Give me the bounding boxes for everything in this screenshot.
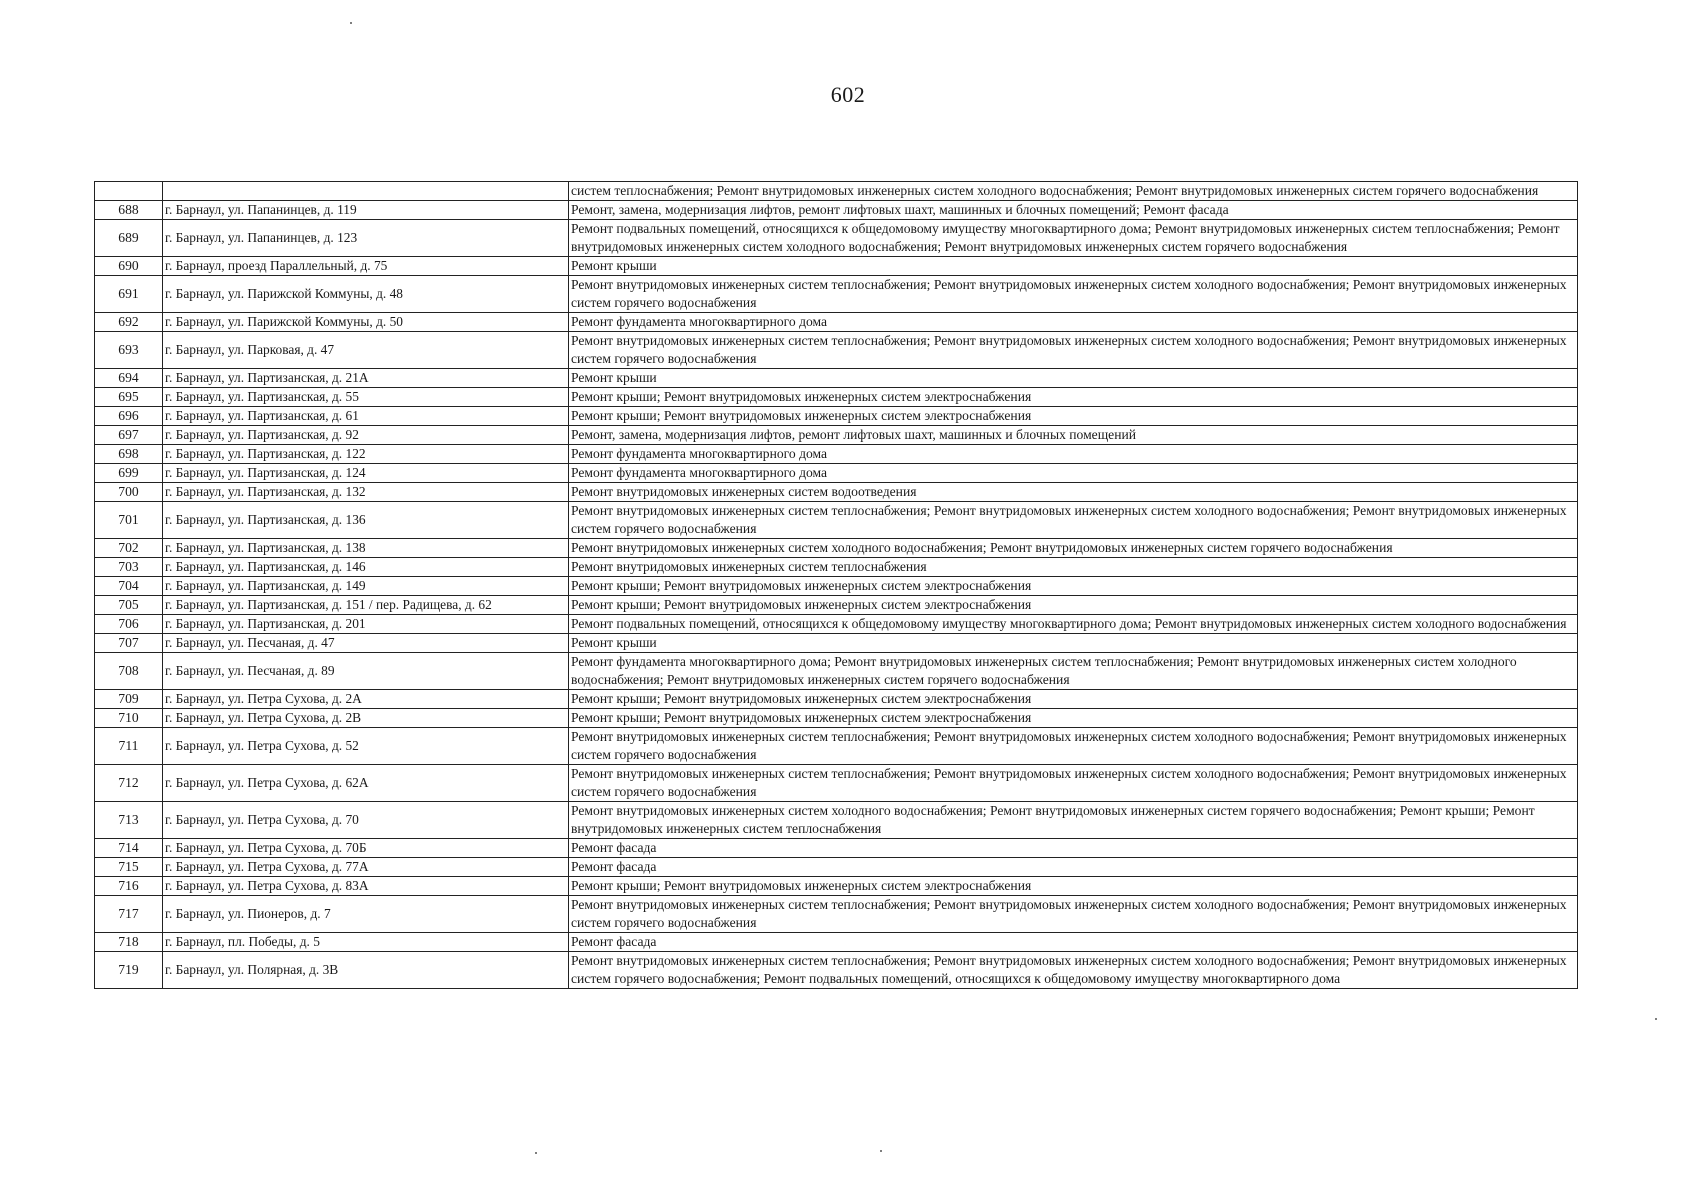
row-number: 711 xyxy=(95,728,163,765)
table-row xyxy=(95,388,1578,407)
row-address: г. Барнаул, ул. Папанинцев, д. 119 xyxy=(163,201,569,220)
row-works: Ремонт крыши; Ремонт внутридомовых инженерных систем электроснабжения xyxy=(569,407,1578,426)
table-row xyxy=(95,313,1578,332)
row-address: г. Барнаул, ул. Партизанская, д. 146 xyxy=(163,558,569,577)
row-number: 689 xyxy=(95,220,163,257)
row-number: 707 xyxy=(95,634,163,653)
row-address: г. Барнаул, ул. Партизанская, д. 136 xyxy=(163,502,569,539)
table-row xyxy=(95,653,1578,690)
table-row xyxy=(95,426,1578,445)
row-number: 719 xyxy=(95,952,163,989)
row-address: г. Барнаул, ул. Партизанская, д. 149 xyxy=(163,577,569,596)
repair-registry-table xyxy=(94,181,1578,989)
row-number: 703 xyxy=(95,558,163,577)
row-address: г. Барнаул, ул. Полярная, д. 3В xyxy=(163,952,569,989)
row-address: г. Барнаул, ул. Парковая, д. 47 xyxy=(163,332,569,369)
row-works: Ремонт фундамента многоквартирного дома xyxy=(569,445,1578,464)
row-number: 710 xyxy=(95,709,163,728)
row-works: Ремонт внутридомовых инженерных систем теплоснабжения; Ремонт внутридомовых инженерных систем холодного водоснабжения; Ремонт внутридомовых инженерных систем горячего водоснабжения xyxy=(569,276,1578,313)
row-address: г. Барнаул, ул. Петра Сухова, д. 77А xyxy=(163,858,569,877)
row-works: Ремонт крыши; Ремонт внутридомовых инженерных систем электроснабжения xyxy=(569,388,1578,407)
row-works: Ремонт фундамента многоквартирного дома; Ремонт внутридомовых инженерных систем теплоснабжения; Ремонт внутридомовых инженерных систем холодного водоснабжения; Ремонт внутридомовых инженерных систем горячего водоснабжения xyxy=(569,653,1578,690)
row-address: г. Барнаул, ул. Песчаная, д. 89 xyxy=(163,653,569,690)
row-address: г. Барнаул, ул. Партизанская, д. 21А xyxy=(163,369,569,388)
row-number: 693 xyxy=(95,332,163,369)
row-works: систем теплоснабжения; Ремонт внутридомовых инженерных систем холодного водоснабжения; Ремонт внутридомовых инженерных систем горячего водоснабжения xyxy=(569,182,1578,201)
row-works: Ремонт фундамента многоквартирного дома xyxy=(569,313,1578,332)
row-works: Ремонт фасада xyxy=(569,933,1578,952)
row-number: 704 xyxy=(95,577,163,596)
row-address xyxy=(163,182,569,201)
table-row xyxy=(95,558,1578,577)
table-row xyxy=(95,709,1578,728)
table-row xyxy=(95,276,1578,313)
row-number: 714 xyxy=(95,839,163,858)
row-works: Ремонт внутридомовых инженерных систем теплоснабжения; Ремонт внутридомовых инженерных систем холодного водоснабжения; Ремонт внутридомовых инженерных систем горячего водоснабжения xyxy=(569,765,1578,802)
scan-speck xyxy=(880,1150,882,1152)
row-works: Ремонт фасада xyxy=(569,839,1578,858)
row-address: г. Барнаул, ул. Партизанская, д. 201 xyxy=(163,615,569,634)
row-number: 709 xyxy=(95,690,163,709)
row-works: Ремонт крыши; Ремонт внутридомовых инженерных систем электроснабжения xyxy=(569,596,1578,615)
table-row xyxy=(95,839,1578,858)
row-number xyxy=(95,182,163,201)
row-number: 716 xyxy=(95,877,163,896)
row-address: г. Барнаул, ул. Партизанская, д. 151 / пер. Радищева, д. 62 xyxy=(163,596,569,615)
table-row xyxy=(95,952,1578,989)
row-works: Ремонт внутридомовых инженерных систем теплоснабжения; Ремонт внутридомовых инженерных систем холодного водоснабжения; Ремонт внутридомовых инженерных систем горячего водоснабжения xyxy=(569,332,1578,369)
row-address: г. Барнаул, ул. Парижской Коммуны, д. 48 xyxy=(163,276,569,313)
table-row xyxy=(95,539,1578,558)
row-address: г. Барнаул, пл. Победы, д. 5 xyxy=(163,933,569,952)
table-row xyxy=(95,464,1578,483)
row-number: 717 xyxy=(95,896,163,933)
table-row xyxy=(95,369,1578,388)
row-number: 700 xyxy=(95,483,163,502)
row-works: Ремонт внутридомовых инженерных систем теплоснабжения; Ремонт внутридомовых инженерных систем холодного водоснабжения; Ремонт внутридомовых инженерных систем горячего водоснабжения xyxy=(569,502,1578,539)
scan-speck xyxy=(1655,1018,1657,1020)
row-address: г. Барнаул, ул. Партизанская, д. 55 xyxy=(163,388,569,407)
table-row xyxy=(95,596,1578,615)
table-row xyxy=(95,445,1578,464)
row-works: Ремонт внутридомовых инженерных систем холодного водоснабжения; Ремонт внутридомовых инженерных систем горячего водоснабжения xyxy=(569,539,1578,558)
row-number: 702 xyxy=(95,539,163,558)
row-works: Ремонт внутридомовых инженерных систем теплоснабжения; Ремонт внутридомовых инженерных систем холодного водоснабжения; Ремонт внутридомовых инженерных систем горячего водоснабжения xyxy=(569,728,1578,765)
table-row xyxy=(95,182,1578,201)
table-row xyxy=(95,896,1578,933)
row-address: г. Барнаул, ул. Песчаная, д. 47 xyxy=(163,634,569,653)
row-address: г. Барнаул, ул. Партизанская, д. 138 xyxy=(163,539,569,558)
row-works: Ремонт фасада xyxy=(569,858,1578,877)
table-row xyxy=(95,407,1578,426)
row-number: 713 xyxy=(95,802,163,839)
row-number: 688 xyxy=(95,201,163,220)
table-row xyxy=(95,201,1578,220)
row-works: Ремонт внутридомовых инженерных систем теплоснабжения xyxy=(569,558,1578,577)
table-row xyxy=(95,257,1578,276)
row-number: 715 xyxy=(95,858,163,877)
row-address: г. Барнаул, ул. Петра Сухова, д. 52 xyxy=(163,728,569,765)
table-row xyxy=(95,502,1578,539)
row-address: г. Барнаул, проезд Параллельный, д. 75 xyxy=(163,257,569,276)
row-works: Ремонт крыши xyxy=(569,369,1578,388)
row-works: Ремонт внутридомовых инженерных систем теплоснабжения; Ремонт внутридомовых инженерных систем холодного водоснабжения; Ремонт внутридомовых инженерных систем горячего водоснабжения; Ремонт подвальных помещений, относящихся к общедомовому имуществу многоквартирного дома xyxy=(569,952,1578,989)
row-number: 692 xyxy=(95,313,163,332)
row-address: г. Барнаул, ул. Партизанская, д. 132 xyxy=(163,483,569,502)
table-row xyxy=(95,728,1578,765)
row-address: г. Барнаул, ул. Партизанская, д. 92 xyxy=(163,426,569,445)
row-address: г. Барнаул, ул. Петра Сухова, д. 62А xyxy=(163,765,569,802)
row-number: 706 xyxy=(95,615,163,634)
row-number: 701 xyxy=(95,502,163,539)
row-works: Ремонт подвальных помещений, относящихся к общедомовому имуществу многоквартирного дома; Ремонт внутридомовых инженерных систем теплоснабжения; Ремонт внутридомовых инженерных систем холодного водоснабжения; Ремонт внутридомовых инженерных систем горячего водоснабжения xyxy=(569,220,1578,257)
row-number: 690 xyxy=(95,257,163,276)
row-address: г. Барнаул, ул. Партизанская, д. 124 xyxy=(163,464,569,483)
row-works: Ремонт крыши xyxy=(569,634,1578,653)
table-row xyxy=(95,877,1578,896)
table-row xyxy=(95,765,1578,802)
row-number: 696 xyxy=(95,407,163,426)
row-number: 705 xyxy=(95,596,163,615)
row-address: г. Барнаул, ул. Партизанская, д. 61 xyxy=(163,407,569,426)
row-works: Ремонт крыши; Ремонт внутридомовых инженерных систем электроснабжения xyxy=(569,690,1578,709)
scan-speck xyxy=(350,22,352,24)
row-address: г. Барнаул, ул. Пионеров, д. 7 xyxy=(163,896,569,933)
table-row xyxy=(95,220,1578,257)
row-works: Ремонт крыши; Ремонт внутридомовых инженерных систем электроснабжения xyxy=(569,877,1578,896)
row-number: 699 xyxy=(95,464,163,483)
table-row xyxy=(95,634,1578,653)
row-number: 708 xyxy=(95,653,163,690)
row-address: г. Барнаул, ул. Партизанская, д. 122 xyxy=(163,445,569,464)
row-works: Ремонт крыши; Ремонт внутридомовых инженерных систем электроснабжения xyxy=(569,709,1578,728)
row-works: Ремонт подвальных помещений, относящихся к общедомовому имуществу многоквартирного дома; Ремонт внутридомовых инженерных систем холодного водоснабжения xyxy=(569,615,1578,634)
row-works: Ремонт внутридомовых инженерных систем водоотведения xyxy=(569,483,1578,502)
row-works: Ремонт, замена, модернизация лифтов, ремонт лифтовых шахт, машинных и блочных помещений xyxy=(569,426,1578,445)
row-works: Ремонт крыши; Ремонт внутридомовых инженерных систем электроснабжения xyxy=(569,577,1578,596)
row-address: г. Барнаул, ул. Петра Сухова, д. 2А xyxy=(163,690,569,709)
table-row xyxy=(95,858,1578,877)
page-number: 602 xyxy=(830,82,866,107)
registry-rows xyxy=(95,182,1578,989)
table-row xyxy=(95,615,1578,634)
row-number: 712 xyxy=(95,765,163,802)
row-number: 691 xyxy=(95,276,163,313)
scan-speck xyxy=(535,1152,537,1154)
row-number: 698 xyxy=(95,445,163,464)
table-row xyxy=(95,802,1578,839)
row-number: 697 xyxy=(95,426,163,445)
row-number: 694 xyxy=(95,369,163,388)
table-row xyxy=(95,933,1578,952)
row-address: г. Барнаул, ул. Петра Сухова, д. 70 xyxy=(163,802,569,839)
row-works: Ремонт внутридомовых инженерных систем холодного водоснабжения; Ремонт внутридомовых инженерных систем горячего водоснабжения; Ремонт крыши; Ремонт внутридомовых инженерных систем теплоснабжения xyxy=(569,802,1578,839)
table-row xyxy=(95,577,1578,596)
table-row xyxy=(95,332,1578,369)
row-number: 718 xyxy=(95,933,163,952)
table-row xyxy=(95,690,1578,709)
row-number: 695 xyxy=(95,388,163,407)
row-works: Ремонт фундамента многоквартирного дома xyxy=(569,464,1578,483)
row-address: г. Барнаул, ул. Петра Сухова, д. 83А xyxy=(163,877,569,896)
table-row xyxy=(95,483,1578,502)
row-works: Ремонт внутридомовых инженерных систем теплоснабжения; Ремонт внутридомовых инженерных систем холодного водоснабжения; Ремонт внутридомовых инженерных систем горячего водоснабжения xyxy=(569,896,1578,933)
row-address: г. Барнаул, ул. Петра Сухова, д. 2В xyxy=(163,709,569,728)
row-address: г. Барнаул, ул. Папанинцев, д. 123 xyxy=(163,220,569,257)
row-works: Ремонт, замена, модернизация лифтов, ремонт лифтовых шахт, машинных и блочных помещений; Ремонт фасада xyxy=(569,201,1578,220)
row-address: г. Барнаул, ул. Петра Сухова, д. 70Б xyxy=(163,839,569,858)
row-address: г. Барнаул, ул. Парижской Коммуны, д. 50 xyxy=(163,313,569,332)
row-works: Ремонт крыши xyxy=(569,257,1578,276)
